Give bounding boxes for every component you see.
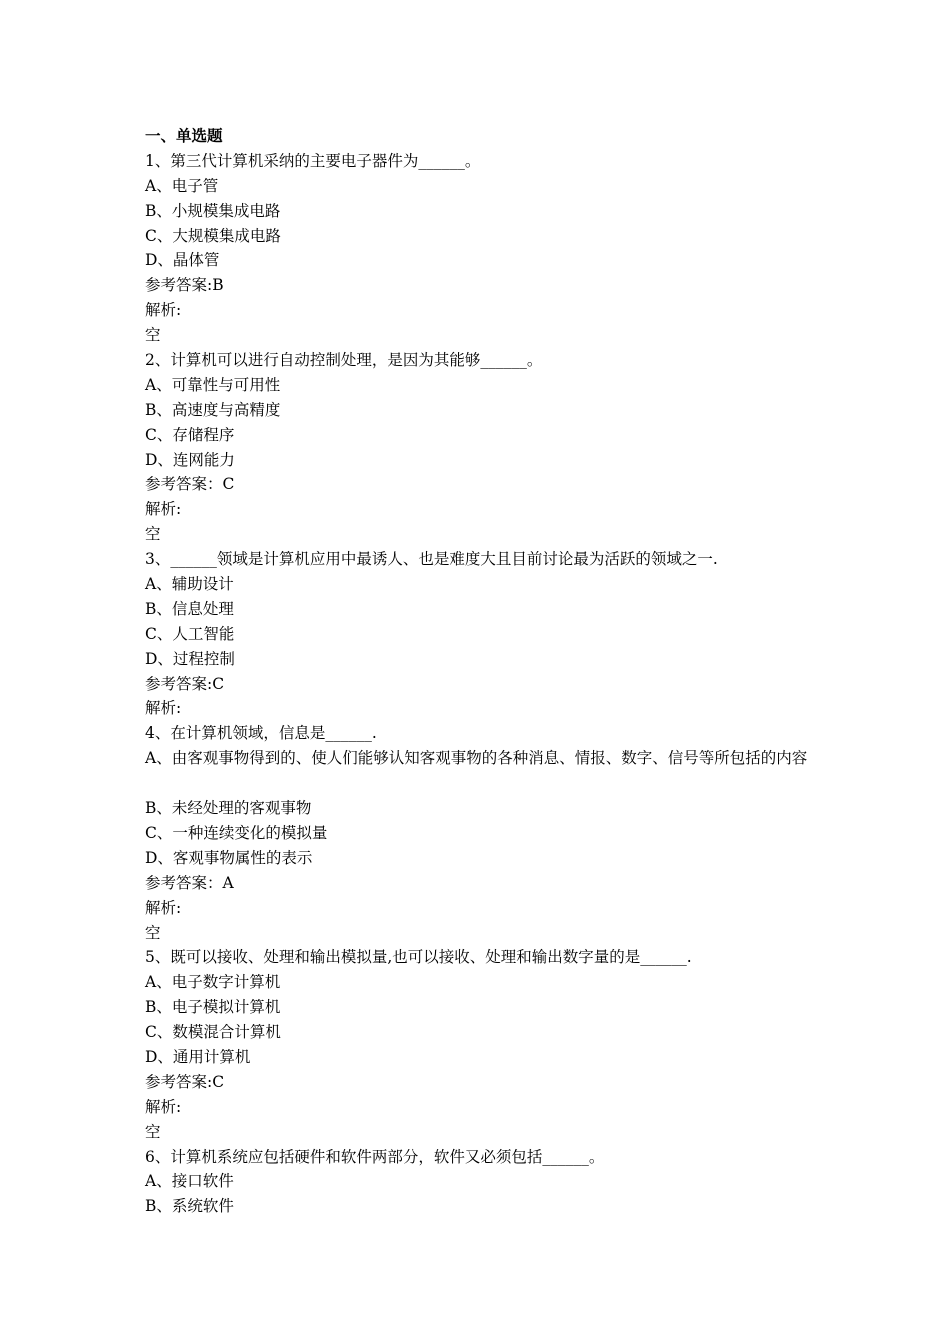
q5-analysis-text: 空 [145,1122,161,1141]
q3-answer: 参考答案:C [145,674,225,693]
q1-option-d: D、晶体管 [145,251,220,270]
q5-analysis-label: 解析: [145,1097,182,1116]
question-2: 2、计算机可以进行自动控制处理，是因为其能够______。 [145,351,543,370]
q2-option-a: A、可靠性与可用性 [145,375,281,394]
q6-option-a: A、接口软件 [145,1172,234,1191]
q1-analysis-text: 空 [145,326,161,345]
q2-analysis-label: 解析: [145,500,182,519]
q5-answer: 参考答案:C [145,1072,225,1091]
q4-option-a: A、由客观事物得到的、使人们能够认知客观事物的各种消息、情报、数字、信号等所包括的内容 [145,749,808,768]
q2-analysis-text: 空 [145,525,161,544]
document-page [145,124,825,1219]
q3-option-d: D、过程控制 [145,649,235,668]
q4-analysis-label: 解析: [145,898,182,917]
section-title: 一、单选题 [145,126,223,145]
q2-option-b: B、高速度与高精度 [145,400,281,419]
q4-answer: 参考答案：A [145,873,234,892]
q3-analysis-label: 解析: [145,699,182,718]
question-5: 5、既可以接收、处理和输出模拟量,也可以接收、处理和输出数字量的是______. [145,948,692,967]
q4-option-c: C、一种连续变化的模拟量 [145,823,328,842]
q5-option-c: C、数模混合计算机 [145,1023,281,1042]
q4-option-b: B、未经处理的客观事物 [145,799,312,818]
q5-option-a: A、电子数字计算机 [145,973,281,992]
q4-analysis-text: 空 [145,923,161,942]
q1-analysis-label: 解析: [145,301,182,320]
q4-option-d: D、客观事物属性的表示 [145,848,313,867]
q1-option-c: C、大规模集成电路 [145,226,281,245]
q1-option-b: B、小规模集成电路 [145,201,281,220]
q3-option-b: B、信息处理 [145,599,234,618]
q1-answer: 参考答案:B [145,276,224,295]
q5-option-d: D、通用计算机 [145,1047,251,1066]
question-6: 6、计算机系统应包括硬件和软件两部分，软件又必须包括______。 [145,1147,605,1166]
q5-option-b: B、电子模拟计算机 [145,998,281,1017]
q6-option-b: B、系统软件 [145,1197,234,1216]
question-4: 4、在计算机领域，信息是______. [145,724,377,743]
q3-option-c: C、人工智能 [145,624,235,643]
q1-option-a: A、电子管 [145,176,219,195]
q3-option-a: A、辅助设计 [145,575,234,594]
q2-option-d: D、连网能力 [145,450,235,469]
question-1: 1、第三代计算机采纳的主要电子器件为______。 [145,151,481,170]
q2-option-c: C、存储程序 [145,425,235,444]
q2-answer: 参考答案：C [145,475,235,494]
question-3: 3、______领域是计算机应用中最诱人、也是难度大且目前讨论最为活跃的领域之一. [145,550,718,569]
